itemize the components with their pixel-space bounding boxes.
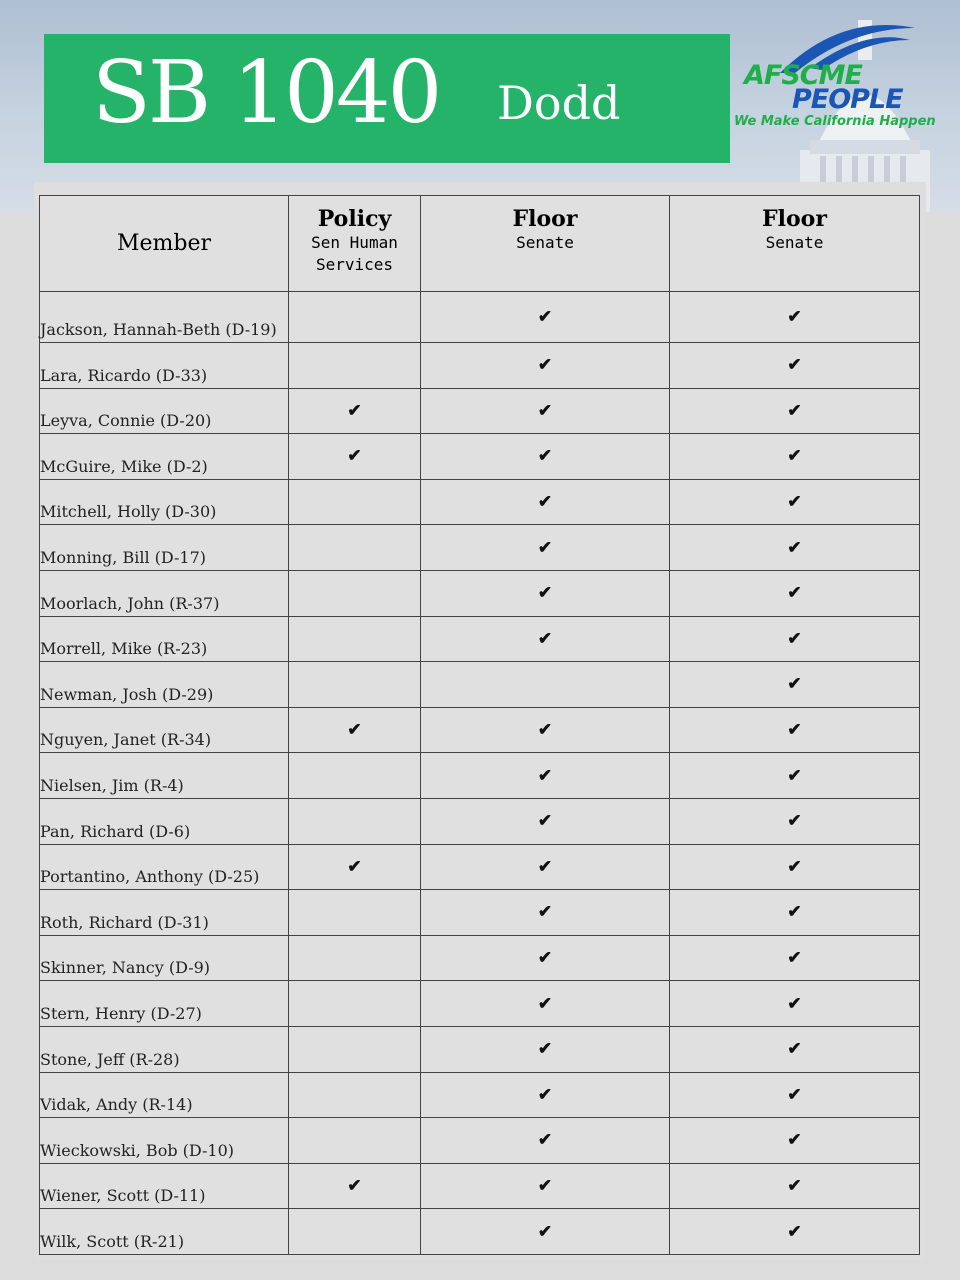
check-icon: ✔ — [787, 720, 802, 741]
check-icon: ✔ — [787, 674, 802, 695]
vote-check-cell — [421, 1118, 670, 1164]
vote-empty-cell — [289, 981, 421, 1027]
vote-check-cell — [421, 525, 670, 571]
vote-check-cell — [421, 798, 670, 844]
check-icon: ✔ — [537, 993, 553, 1014]
check-icon: ✔ — [537, 492, 553, 513]
table-header-row — [40, 196, 920, 292]
member-name: Jackson, Hannah-Beth (D-19) — [40, 292, 289, 343]
vote-check-cell — [670, 388, 920, 434]
member-name: Pan, Richard (D-6) — [40, 798, 289, 844]
member-name: Stone, Jeff (R-28) — [40, 1026, 289, 1072]
check-icon: ✔ — [787, 446, 802, 467]
column-header-floor-2: Floor Senate — [670, 196, 920, 292]
vote-empty-cell — [421, 662, 670, 708]
check-icon: ✔ — [537, 948, 553, 969]
vote-check-cell — [289, 434, 421, 480]
vote-check-cell — [670, 570, 920, 616]
table-row — [40, 570, 920, 616]
table-row — [40, 662, 920, 708]
check-icon: ✔ — [787, 583, 802, 604]
check-icon: ✔ — [787, 492, 802, 513]
vote-check-cell — [421, 844, 670, 890]
vote-check-cell — [421, 1072, 670, 1118]
check-icon: ✔ — [787, 1039, 802, 1060]
check-icon: ✔ — [787, 355, 802, 376]
vote-check-cell — [670, 434, 920, 480]
vote-empty-cell — [289, 935, 421, 981]
vote-table — [39, 195, 920, 1255]
check-icon: ✔ — [787, 902, 802, 923]
vote-empty-cell — [289, 1118, 421, 1164]
check-icon: ✔ — [537, 856, 553, 877]
table-row — [40, 343, 920, 389]
table-row — [40, 1072, 920, 1118]
vote-empty-cell — [289, 662, 421, 708]
table-row — [40, 981, 920, 1027]
vote-check-cell — [670, 890, 920, 936]
member-name: Stern, Henry (D-27) — [40, 981, 289, 1027]
check-icon: ✔ — [787, 400, 802, 421]
bill-number: SB 1040 — [92, 43, 440, 143]
member-name: Monning, Bill (D-17) — [40, 525, 289, 571]
check-icon: ✔ — [347, 720, 362, 741]
vote-check-cell — [670, 1026, 920, 1072]
member-name: Portantino, Anthony (D-25) — [40, 844, 289, 890]
vote-check-cell — [421, 570, 670, 616]
check-icon: ✔ — [537, 1130, 553, 1151]
check-icon: ✔ — [537, 1084, 553, 1105]
vote-check-cell — [421, 292, 670, 343]
vote-empty-cell — [289, 1209, 421, 1255]
table-row — [40, 292, 920, 343]
vote-check-cell — [670, 479, 920, 525]
vote-check-cell — [670, 981, 920, 1027]
check-icon: ✔ — [537, 765, 553, 786]
vote-empty-cell — [289, 479, 421, 525]
check-icon: ✔ — [537, 307, 553, 327]
check-icon: ✔ — [537, 1039, 553, 1060]
check-icon: ✔ — [537, 446, 553, 467]
table-row — [40, 935, 920, 981]
check-icon: ✔ — [787, 948, 802, 969]
vote-empty-cell — [289, 1026, 421, 1072]
vote-check-cell — [421, 935, 670, 981]
check-icon: ✔ — [537, 1175, 553, 1196]
vote-check-cell — [421, 753, 670, 799]
vote-check-cell — [670, 1118, 920, 1164]
vote-check-cell — [670, 1163, 920, 1209]
vote-check-cell — [670, 707, 920, 753]
vote-empty-cell — [289, 798, 421, 844]
check-icon: ✔ — [347, 400, 362, 421]
afscme-people-logo — [730, 18, 960, 133]
table-row — [40, 388, 920, 434]
vote-empty-cell — [289, 570, 421, 616]
check-icon: ✔ — [537, 355, 553, 376]
member-name: Morrell, Mike (R-23) — [40, 616, 289, 662]
member-name: Lara, Ricardo (D-33) — [40, 343, 289, 389]
member-name: Wieckowski, Bob (D-10) — [40, 1118, 289, 1164]
vote-check-cell — [670, 798, 920, 844]
check-icon: ✔ — [787, 1084, 802, 1105]
check-icon: ✔ — [537, 400, 553, 421]
vote-empty-cell — [289, 1072, 421, 1118]
column-header-floor-1: Floor Senate — [421, 196, 670, 292]
table-row — [40, 1026, 920, 1072]
vote-check-cell — [421, 981, 670, 1027]
table-row — [40, 479, 920, 525]
table-row — [40, 844, 920, 890]
table-row — [40, 890, 920, 936]
member-name: Wiener, Scott (D-11) — [40, 1163, 289, 1209]
logo-afscme-text: AFSCME — [744, 60, 862, 91]
check-icon: ✔ — [347, 1175, 362, 1196]
check-icon: ✔ — [537, 720, 553, 741]
vote-empty-cell — [289, 343, 421, 389]
vote-check-cell — [670, 935, 920, 981]
vote-empty-cell — [289, 525, 421, 571]
vote-check-cell — [670, 616, 920, 662]
vote-empty-cell — [289, 292, 421, 343]
member-name: Newman, Josh (D-29) — [40, 662, 289, 708]
vote-check-cell — [670, 292, 920, 343]
column-header-policy: Policy Sen Human Services — [289, 196, 421, 292]
vote-check-cell — [289, 388, 421, 434]
vote-check-cell — [670, 525, 920, 571]
member-name: Leyva, Connie (D-20) — [40, 388, 289, 434]
check-icon: ✔ — [787, 811, 802, 832]
vote-empty-cell — [289, 890, 421, 936]
check-icon: ✔ — [787, 993, 802, 1014]
logo-tagline: We Make California Happen — [734, 114, 936, 129]
member-name: Skinner, Nancy (D-9) — [40, 935, 289, 981]
check-icon: ✔ — [787, 765, 802, 786]
vote-check-cell — [421, 1209, 670, 1255]
check-icon: ✔ — [537, 902, 553, 923]
table-row — [40, 1163, 920, 1209]
member-name: Wilk, Scott (R-21) — [40, 1209, 289, 1255]
table-row — [40, 1118, 920, 1164]
check-icon: ✔ — [537, 1221, 553, 1242]
check-icon: ✔ — [537, 628, 553, 649]
column-header-member: Member — [40, 196, 289, 292]
logo-people-text: PEOPLE — [792, 84, 903, 115]
check-icon: ✔ — [347, 856, 362, 877]
member-name: Mitchell, Holly (D-30) — [40, 479, 289, 525]
table-row — [40, 798, 920, 844]
vote-check-cell — [421, 890, 670, 936]
vote-check-cell — [289, 707, 421, 753]
vote-empty-cell — [289, 753, 421, 799]
vote-check-cell — [670, 753, 920, 799]
vote-check-cell — [421, 434, 670, 480]
table-row — [40, 525, 920, 571]
bill-author: Dodd — [497, 76, 621, 130]
check-icon: ✔ — [787, 1221, 802, 1242]
vote-check-cell — [289, 844, 421, 890]
check-icon: ✔ — [537, 537, 553, 558]
table-row — [40, 616, 920, 662]
vote-check-cell — [421, 479, 670, 525]
vote-check-cell — [670, 844, 920, 890]
vote-check-cell — [289, 1163, 421, 1209]
member-name: Roth, Richard (D-31) — [40, 890, 289, 936]
check-icon: ✔ — [787, 856, 802, 877]
vote-check-cell — [421, 707, 670, 753]
table-row — [40, 753, 920, 799]
member-name: Vidak, Andy (R-14) — [40, 1072, 289, 1118]
vote-check-cell — [670, 343, 920, 389]
member-name: Moorlach, John (R-37) — [40, 570, 289, 616]
check-icon: ✔ — [787, 1175, 802, 1196]
table-row — [40, 1209, 920, 1255]
member-name: Nguyen, Janet (R-34) — [40, 707, 289, 753]
check-icon: ✔ — [347, 446, 362, 467]
check-icon: ✔ — [787, 307, 802, 327]
table-row — [40, 707, 920, 753]
vote-check-cell — [421, 1163, 670, 1209]
table-row — [40, 434, 920, 480]
vote-check-cell — [421, 388, 670, 434]
vote-check-cell — [670, 1209, 920, 1255]
vote-empty-cell — [289, 616, 421, 662]
check-icon: ✔ — [537, 583, 553, 604]
vote-check-cell — [670, 662, 920, 708]
vote-check-cell — [421, 616, 670, 662]
check-icon: ✔ — [787, 628, 802, 649]
check-icon: ✔ — [537, 811, 553, 832]
member-name: Nielsen, Jim (R-4) — [40, 753, 289, 799]
check-icon: ✔ — [787, 1130, 802, 1151]
vote-check-cell — [670, 1072, 920, 1118]
vote-check-cell — [421, 343, 670, 389]
check-icon: ✔ — [787, 537, 802, 558]
member-name: McGuire, Mike (D-2) — [40, 434, 289, 480]
vote-check-cell — [421, 1026, 670, 1072]
